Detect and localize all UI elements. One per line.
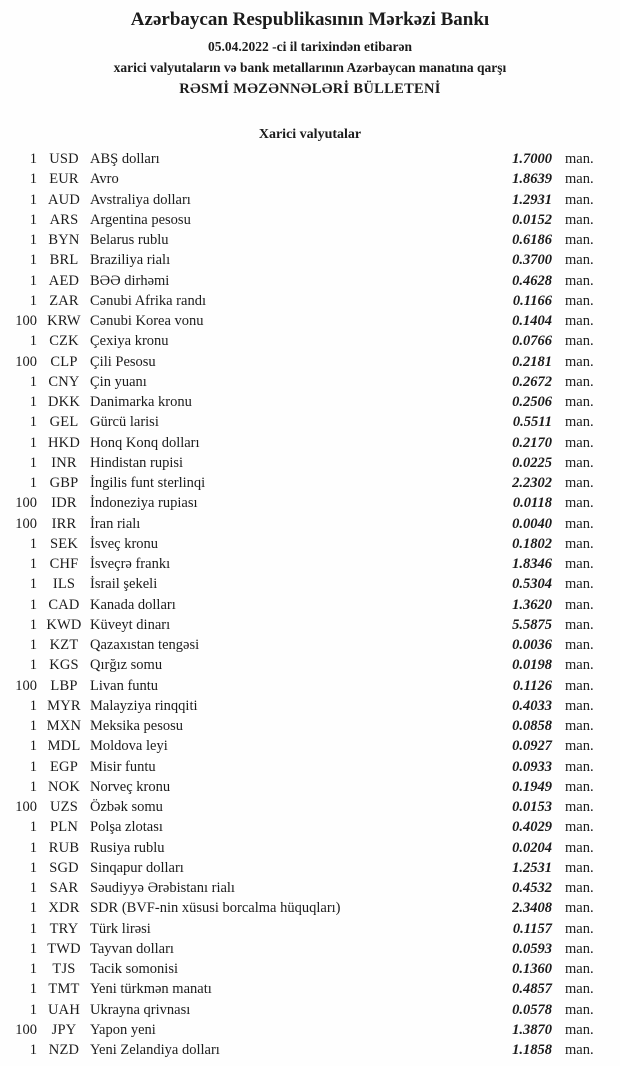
quantity: 1 xyxy=(29,454,37,471)
unit-label: man. xyxy=(565,151,594,167)
quantity: 1 xyxy=(29,556,37,572)
unit-label: man. xyxy=(565,556,594,572)
currency-code: KGS xyxy=(49,657,79,674)
currency-code: CAD xyxy=(48,596,80,613)
bulletin-title: RƏSMİ MƏZƏNNƏLƏRİ BÜLLETENİ xyxy=(179,81,441,97)
currency-code: HKD xyxy=(47,434,80,451)
currency-code: MXN xyxy=(46,718,82,734)
rate-value: 0.0204 xyxy=(512,839,552,856)
rate-value: 1.7000 xyxy=(512,151,552,167)
rate-row xyxy=(0,230,620,250)
quantity: 1 xyxy=(29,961,37,977)
rate-value: 0.0153 xyxy=(512,799,552,815)
rate-row xyxy=(0,696,620,716)
quantity: 1 xyxy=(29,596,37,613)
unit-label: man. xyxy=(565,981,594,998)
unit-label: man. xyxy=(565,353,594,370)
unit-label: man. xyxy=(565,576,594,593)
quantity: 1 xyxy=(29,637,37,653)
currency-name: Çexiya kronu xyxy=(90,333,169,350)
currency-code: NOK xyxy=(47,778,80,795)
currency-name: Livan funtu xyxy=(90,677,159,694)
rate-value: 1.8346 xyxy=(512,556,552,572)
rate-value: 0.0152 xyxy=(512,211,552,228)
rate-row xyxy=(0,433,620,453)
quantity: 1 xyxy=(29,920,37,937)
currency-name: Çin yuanı xyxy=(90,373,147,390)
rate-value: 0.1404 xyxy=(512,313,552,329)
rate-value: 0.4033 xyxy=(512,697,552,714)
rate-value: 0.0766 xyxy=(512,333,552,350)
quantity: 1 xyxy=(29,576,37,593)
currency-code: KZT xyxy=(49,637,79,653)
currency-name: Qazaxıstan tengəsi xyxy=(90,637,200,653)
currency-name: Yapon yeni xyxy=(90,1021,156,1038)
rate-value: 0.1360 xyxy=(512,961,552,977)
currency-name: Tayvan dolları xyxy=(90,940,174,957)
rate-value: 5.5875 xyxy=(512,616,552,633)
rate-row xyxy=(0,635,620,655)
rate-row xyxy=(0,534,620,554)
rate-value: 0.4029 xyxy=(512,819,552,836)
currency-code: MDL xyxy=(47,738,81,755)
rate-value: 1.3620 xyxy=(512,596,552,613)
quantity: 1 xyxy=(29,414,37,431)
quantity: 1 xyxy=(29,778,37,795)
quantity: 1 xyxy=(29,171,37,188)
bank-title: Azərbaycan Respublikasının Mərkəzi Bankı xyxy=(130,9,490,30)
currency-name: Cənubi Afrika randı xyxy=(90,292,206,309)
currency-name: BƏƏ dirhəmi xyxy=(90,272,170,289)
quantity: 1 xyxy=(29,758,37,775)
currency-name: Tacik somonisi xyxy=(90,961,178,977)
unit-label: man. xyxy=(565,475,594,491)
rate-value: 0.5511 xyxy=(512,414,552,431)
rate-value: 1.3870 xyxy=(512,1021,552,1038)
unit-label: man. xyxy=(565,515,594,532)
rate-value: 0.1802 xyxy=(512,535,552,552)
currency-code: DKK xyxy=(47,394,80,410)
quantity: 1 xyxy=(29,1042,37,1058)
rate-value: 0.0858 xyxy=(512,718,552,734)
currency-name: İndoneziya rupiası xyxy=(90,495,198,512)
rate-row xyxy=(0,615,620,635)
currency-name: Belarus rublu xyxy=(90,232,169,248)
rate-value: 0.0927 xyxy=(512,738,552,755)
rate-value: 2.2302 xyxy=(512,475,552,491)
rate-value: 1.2531 xyxy=(512,859,552,876)
rate-value: 0.1157 xyxy=(512,920,552,937)
currency-code: AED xyxy=(48,272,80,289)
unit-label: man. xyxy=(565,738,594,755)
currency-code: IDR xyxy=(51,495,77,512)
quantity: 1 xyxy=(29,373,37,390)
unit-label: man. xyxy=(565,859,594,876)
unit-label: man. xyxy=(565,778,594,795)
quantity: 1 xyxy=(29,859,37,876)
quantity: 100 xyxy=(15,353,37,370)
quantity: 1 xyxy=(29,232,37,248)
unit-label: man. xyxy=(565,1042,594,1058)
quantity: 1 xyxy=(29,394,37,410)
unit-label: man. xyxy=(565,394,594,410)
currency-name: ABŞ dolları xyxy=(90,151,160,167)
currency-name: SDR (BVF-nin xüsusi borcalma hüquqları) xyxy=(90,900,341,917)
currency-name: Moldova leyi xyxy=(90,738,168,755)
rate-row xyxy=(0,898,620,918)
rate-row xyxy=(0,190,620,210)
rate-value: 0.0593 xyxy=(512,940,552,957)
rate-value: 0.0036 xyxy=(512,637,552,653)
unit-label: man. xyxy=(565,758,594,775)
currency-name: Malayziya rinqqiti xyxy=(90,697,198,714)
rate-row xyxy=(0,372,620,392)
quantity: 100 xyxy=(15,1021,37,1038)
currency-name: Çili Pesosu xyxy=(90,353,156,370)
rate-row xyxy=(0,979,620,999)
rate-row xyxy=(0,878,620,898)
rate-value: 0.5304 xyxy=(512,576,552,593)
currency-code: TWD xyxy=(47,940,81,957)
unit-label: man. xyxy=(565,232,594,248)
unit-label: man. xyxy=(565,171,594,188)
quantity: 1 xyxy=(29,272,37,289)
currency-name: Avstraliya dolları xyxy=(90,191,191,208)
rate-row xyxy=(0,493,620,513)
rate-row xyxy=(0,271,620,291)
quantity: 1 xyxy=(29,616,37,633)
rate-value: 2.3408 xyxy=(512,900,552,917)
rate-row xyxy=(0,939,620,959)
currency-code: EGP xyxy=(50,758,78,775)
currency-name: Hindistan rupisi xyxy=(90,454,184,471)
currency-code: NZD xyxy=(48,1042,80,1058)
unit-label: man. xyxy=(565,272,594,289)
currency-name: Ukrayna qrivnası xyxy=(90,1001,191,1018)
rate-row xyxy=(0,169,620,189)
currency-code: IRR xyxy=(51,515,77,532)
currency-code: TRY xyxy=(49,920,79,937)
rate-row xyxy=(0,858,620,878)
currency-code: ARS xyxy=(49,211,79,228)
quantity: 1 xyxy=(29,880,37,896)
currency-name: Polşa zlotası xyxy=(90,819,163,836)
currency-name: Argentina pesosu xyxy=(90,211,191,228)
rate-row xyxy=(0,838,620,858)
quantity: 1 xyxy=(29,718,37,734)
unit-label: man. xyxy=(565,637,594,653)
quantity: 1 xyxy=(29,333,37,350)
currency-code: KWD xyxy=(46,616,82,633)
rate-row xyxy=(0,412,620,432)
rate-value: 0.0198 xyxy=(512,657,552,674)
quantity: 1 xyxy=(29,738,37,755)
rate-row xyxy=(0,1000,620,1020)
rate-value: 0.1126 xyxy=(512,677,552,694)
effective-date-line: 05.04.2022 -ci il tarixindən etibarən xyxy=(208,39,412,54)
unit-label: man. xyxy=(565,252,594,269)
rate-row xyxy=(0,595,620,615)
currency-name: Türk lirəsi xyxy=(90,920,151,937)
unit-label: man. xyxy=(565,292,594,309)
currency-name: Norveç kronu xyxy=(90,778,171,795)
currency-name: Cənubi Korea vonu xyxy=(90,313,204,329)
currency-code: KRW xyxy=(47,313,81,329)
currency-code: UZS xyxy=(50,799,78,815)
unit-label: man. xyxy=(565,495,594,512)
quantity: 1 xyxy=(29,535,37,552)
currency-name: İsrail şekeli xyxy=(90,576,158,593)
currency-code: TMT xyxy=(48,981,80,998)
currency-code: LBP xyxy=(50,677,78,694)
rate-row xyxy=(0,331,620,351)
unit-label: man. xyxy=(565,434,594,451)
unit-label: man. xyxy=(565,616,594,633)
currency-code: BYN xyxy=(48,232,80,248)
currency-code: UAH xyxy=(47,1001,80,1018)
currency-code: ILS xyxy=(52,576,76,593)
quantity: 1 xyxy=(29,819,37,836)
currency-code: BRL xyxy=(49,252,79,269)
currency-code: GEL xyxy=(49,414,79,431)
rate-value: 0.6186 xyxy=(512,232,552,248)
currency-code: CNY xyxy=(48,373,80,390)
rate-row xyxy=(0,676,620,696)
rate-value: 0.0225 xyxy=(512,454,552,471)
quantity: 1 xyxy=(29,1001,37,1018)
rate-row xyxy=(0,514,620,534)
currency-name: İran rialı xyxy=(90,515,141,532)
currency-code: CLP xyxy=(50,353,78,370)
document-header xyxy=(0,0,620,100)
quantity: 100 xyxy=(15,495,37,512)
quantity: 1 xyxy=(29,211,37,228)
currency-name: Yeni türkmən manatı xyxy=(90,981,212,998)
rate-row xyxy=(0,574,620,594)
currency-name: Avro xyxy=(90,171,119,188)
rate-row xyxy=(0,959,620,979)
rate-value: 0.0040 xyxy=(512,515,552,532)
rate-row xyxy=(0,473,620,493)
quantity: 100 xyxy=(15,677,37,694)
quantity: 1 xyxy=(29,434,37,451)
quantity: 100 xyxy=(15,799,37,815)
currency-code: EUR xyxy=(49,171,79,188)
rate-value: 0.1166 xyxy=(512,292,552,309)
rate-value: 0.2170 xyxy=(512,434,552,451)
rate-row xyxy=(0,777,620,797)
currency-name: Küveyt dinarı xyxy=(90,616,171,633)
rate-value: 0.1949 xyxy=(512,778,552,795)
quantity: 1 xyxy=(29,191,37,208)
currency-code: SGD xyxy=(49,859,79,876)
rate-row xyxy=(0,554,620,574)
quantity: 1 xyxy=(29,657,37,674)
currency-code: ZAR xyxy=(49,292,79,309)
currency-code: JPY xyxy=(51,1021,77,1038)
unit-label: man. xyxy=(565,880,594,896)
unit-label: man. xyxy=(565,961,594,977)
unit-label: man. xyxy=(565,819,594,836)
rate-value: 0.2672 xyxy=(512,373,552,390)
unit-label: man. xyxy=(565,1001,594,1018)
rate-value: 0.4857 xyxy=(512,981,552,998)
rate-row xyxy=(0,757,620,777)
currency-name: Braziliya rialı xyxy=(90,252,171,269)
section-title-foreign-currencies: Xarici valyutalar xyxy=(258,127,362,142)
rate-row xyxy=(0,210,620,230)
unit-label: man. xyxy=(565,454,594,471)
unit-label: man. xyxy=(565,839,594,856)
rate-row xyxy=(0,797,620,817)
rate-value: 0.3700 xyxy=(512,252,552,269)
rate-row xyxy=(0,919,620,939)
rate-value: 0.2181 xyxy=(512,353,552,370)
unit-label: man. xyxy=(565,596,594,613)
currency-name: Özbək somu xyxy=(90,799,163,815)
unit-label: man. xyxy=(565,211,594,228)
quantity: 1 xyxy=(29,475,37,491)
unit-label: man. xyxy=(565,920,594,937)
quantity: 1 xyxy=(29,292,37,309)
unit-label: man. xyxy=(565,333,594,350)
currency-code: TJS xyxy=(52,961,76,977)
rate-row xyxy=(0,149,620,169)
rate-row xyxy=(0,291,620,311)
rate-row xyxy=(0,1040,620,1060)
rate-row xyxy=(0,352,620,372)
exchange-rates-table xyxy=(0,149,620,1060)
quantity: 1 xyxy=(29,981,37,998)
rate-row xyxy=(0,716,620,736)
currency-name: Qırğız somu xyxy=(90,657,163,674)
quantity: 100 xyxy=(15,313,37,329)
currency-code: SEK xyxy=(50,535,78,552)
currency-name: İngilis funt sterlinqi xyxy=(90,475,206,491)
quantity: 1 xyxy=(29,940,37,957)
rate-row xyxy=(0,817,620,837)
rate-value: 1.1858 xyxy=(512,1042,552,1058)
currency-name: Meksika pesosu xyxy=(90,718,184,734)
unit-label: man. xyxy=(565,373,594,390)
currency-name: Gürcü larisi xyxy=(90,414,159,431)
currency-code: XDR xyxy=(48,900,80,917)
rate-value: 0.4628 xyxy=(512,272,552,289)
currency-name: Honq Konq dolları xyxy=(90,434,200,451)
unit-label: man. xyxy=(565,718,594,734)
rate-row xyxy=(0,453,620,473)
currency-code: GBP xyxy=(49,475,79,491)
currency-name: Misir funtu xyxy=(90,758,156,775)
rate-value: 1.8639 xyxy=(512,171,552,188)
rate-value: 0.4532 xyxy=(512,880,552,896)
unit-label: man. xyxy=(565,535,594,552)
currency-code: CZK xyxy=(49,333,79,350)
quantity: 1 xyxy=(29,900,37,917)
unit-label: man. xyxy=(565,697,594,714)
currency-name: İsveç kronu xyxy=(90,535,159,552)
quantity: 1 xyxy=(29,252,37,269)
unit-label: man. xyxy=(565,191,594,208)
unit-label: man. xyxy=(565,799,594,815)
quantity: 1 xyxy=(29,697,37,714)
unit-label: man. xyxy=(565,900,594,917)
document-subtitle: xarici valyutaların və bank metallarının Azərbaycan manatına qarşı xyxy=(113,60,507,75)
currency-name: Yeni Zelandiya dolları xyxy=(90,1042,220,1058)
currency-name: Səudiyyə Ərəbistanı rialı xyxy=(90,880,235,896)
unit-label: man. xyxy=(565,657,594,674)
currency-name: Danimarka kronu xyxy=(90,394,192,410)
currency-code: AUD xyxy=(47,191,80,208)
quantity: 1 xyxy=(29,151,37,167)
rate-row xyxy=(0,1020,620,1040)
currency-name: Kanada dolları xyxy=(90,596,176,613)
quantity: 1 xyxy=(29,839,37,856)
rate-row xyxy=(0,736,620,756)
rate-value: 0.2506 xyxy=(512,394,552,410)
currency-code: SAR xyxy=(49,880,79,896)
rate-row xyxy=(0,250,620,270)
rate-value: 1.2931 xyxy=(512,191,552,208)
rate-value: 0.0578 xyxy=(512,1001,552,1018)
currency-name: Sinqapur dolları xyxy=(90,859,184,876)
quantity: 100 xyxy=(15,515,37,532)
unit-label: man. xyxy=(565,313,594,329)
currency-name: İsveçrə frankı xyxy=(90,556,171,572)
rate-value: 0.0933 xyxy=(512,758,552,775)
rate-row xyxy=(0,311,620,331)
rate-value: 0.0118 xyxy=(512,495,552,512)
rate-row xyxy=(0,655,620,675)
unit-label: man. xyxy=(565,414,594,431)
currency-code: PLN xyxy=(50,819,78,836)
rate-row xyxy=(0,392,620,412)
currency-code: MYR xyxy=(47,697,81,714)
currency-code: USD xyxy=(49,151,79,167)
currency-code: INR xyxy=(51,454,77,471)
unit-label: man. xyxy=(565,940,594,957)
unit-label: man. xyxy=(565,677,594,694)
currency-code: RUB xyxy=(48,839,80,856)
currency-code: CHF xyxy=(49,556,79,572)
currency-name: Rusiya rublu xyxy=(90,839,165,856)
unit-label: man. xyxy=(565,1021,594,1038)
